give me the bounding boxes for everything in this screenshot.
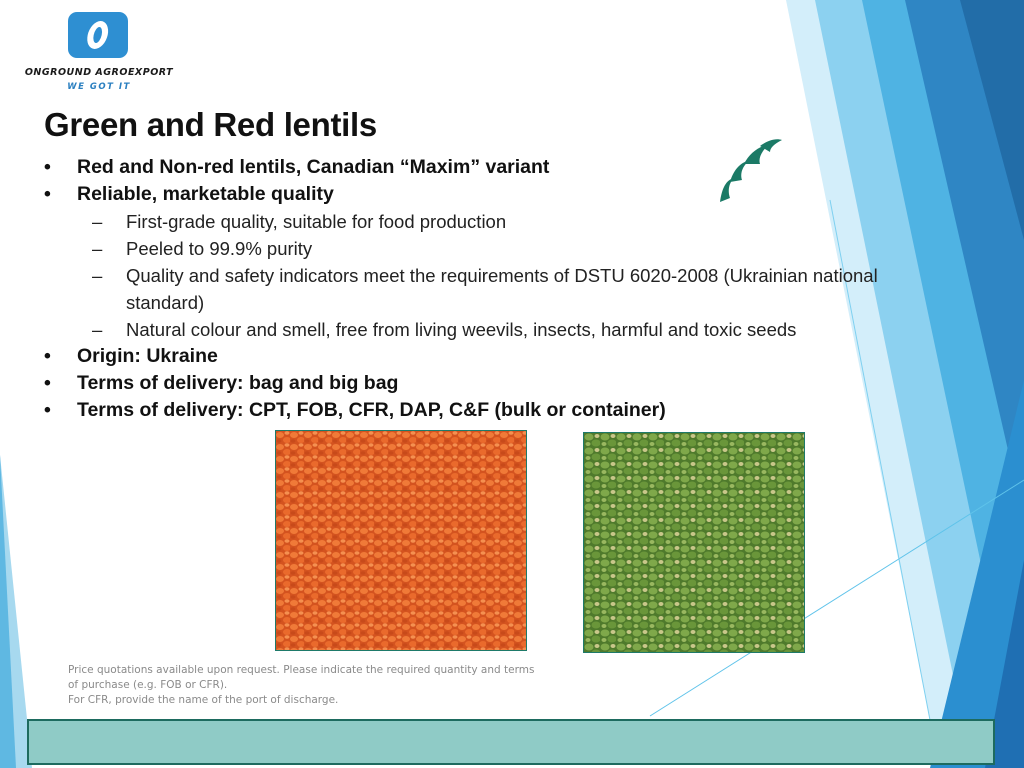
- company-name: ONGROUND AGROEXPORT: [24, 67, 174, 78]
- company-tagline: WE GOT IT: [67, 82, 131, 92]
- sub-bullet-item: [44, 235, 904, 262]
- bullet-text: Terms of delivery: bag and big bag: [77, 372, 399, 394]
- bullet-list: [44, 154, 904, 424]
- note-line: For CFR, provide the name of the port of discharge.: [68, 694, 339, 706]
- company-logo-o-icon: [66, 10, 130, 60]
- bullet-item: [44, 370, 904, 397]
- slide-title: Green and Red lentils: [44, 106, 377, 143]
- bullet-text: Reliable, marketable quality: [77, 183, 334, 205]
- green-lentils-photo: [583, 432, 805, 653]
- price-note: [68, 663, 588, 708]
- dash-mark: –: [92, 211, 103, 232]
- sub-bullet-text: First-grade quality, suitable for food production: [126, 211, 507, 232]
- bullet-mark: •: [44, 156, 51, 178]
- sub-bullet-text: Quality and safety indicators meet the requirements of DSTU 6020-2008 (Ukrainian national standard): [126, 265, 878, 313]
- footer-bar: [27, 719, 995, 765]
- bullet-mark: •: [44, 372, 51, 394]
- bullet-text: Red and Non-red lentils, Canadian “Maxim” variant: [77, 156, 550, 178]
- bullet-mark: •: [44, 345, 51, 367]
- dash-mark: –: [92, 319, 103, 340]
- sub-bullet-text: Peeled to 99.9% purity: [126, 238, 313, 259]
- bullet-item: [44, 343, 904, 370]
- note-line: Price quotations available upon request. Please indicate the required quantity and terms: [68, 664, 535, 676]
- sub-bullet-item: [44, 208, 904, 235]
- bullet-text: Origin: Ukraine: [77, 345, 218, 367]
- bullet-mark: •: [44, 399, 51, 421]
- sub-bullet-item: [44, 316, 904, 343]
- sub-bullet-text: Natural colour and smell, free from living weevils, insects, harmful and toxic seeds: [126, 319, 797, 340]
- dash-mark: –: [92, 238, 103, 259]
- bullet-text: Terms of delivery: CPT, FOB, CFR, DAP, C&F (bulk or container): [77, 399, 666, 421]
- note-line: of purchase (e.g. FOB or CFR).: [68, 679, 228, 691]
- red-lentils-photo: [275, 430, 527, 651]
- company-logo: [14, 10, 184, 94]
- bullet-item: [44, 397, 904, 424]
- bullet-item: [44, 154, 904, 181]
- sub-bullet-item: [44, 262, 904, 316]
- dash-mark: –: [92, 265, 103, 286]
- bullet-item: [44, 181, 904, 208]
- bullet-mark: •: [44, 183, 51, 205]
